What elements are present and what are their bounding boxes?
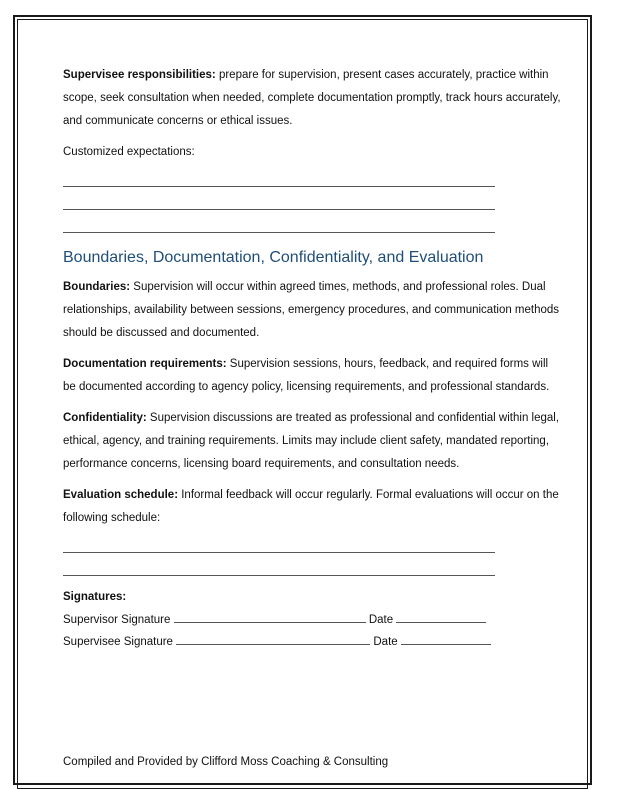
section-heading: Boundaries, Documentation, Confidentiality, and Evaluation: [63, 249, 484, 266]
boundaries-text: Supervision will occur within agreed times, methods, and professional roles. Dual relationships, availability between sessions, emergency procedures, and communication methods should be discussed and documented.: [63, 281, 560, 339]
documentation-label: Documentation requirements:: [63, 358, 227, 370]
supervisee-signature-label: Supervisee Signature: [63, 636, 173, 648]
blank-line[interactable]: [63, 553, 495, 576]
blank-line[interactable]: [63, 530, 495, 553]
evaluation-text: Informal feedback will occur regularly. Formal evaluations will occur on the following schedule:: [63, 489, 559, 524]
confidentiality-label: Confidentiality:: [63, 412, 147, 424]
supervisee-signature-field[interactable]: [176, 632, 370, 645]
supervisor-date-label: Date: [368, 614, 394, 626]
documentation-text: Supervision sessions, hours, feedback, and required forms will be documented according to agency policy, licensing requirements, and professional standards.: [63, 358, 550, 393]
boundaries-label: Boundaries:: [63, 281, 131, 293]
supervisor-signature-field[interactable]: [174, 610, 366, 623]
confidentiality-paragraph: [63, 407, 563, 476]
signatures-heading: Signatures:: [63, 591, 127, 603]
footer-credit: Compiled and Provided by Clifford Moss Coaching & Consulting: [63, 756, 389, 768]
documentation-paragraph: [63, 353, 563, 399]
blank-line[interactable]: [63, 164, 495, 187]
supervisor-signature-row: [63, 609, 563, 632]
supervisee-responsibilities: [63, 64, 563, 133]
confidentiality-text: Supervision discussions are treated as professional and confidential within legal, ethical, agency, and training requirements. Limits may include client safety, mandated reporting, performance concerns, licensing board requirements, and consultation needs.: [63, 412, 560, 470]
supervisee-date-label: Date: [373, 636, 398, 648]
supervisee-label: Supervisee responsibilities:: [63, 69, 216, 81]
supervisor-signature-label: Supervisor Signature: [63, 614, 171, 626]
blank-line[interactable]: [63, 187, 495, 210]
evaluation-label: Evaluation schedule:: [63, 489, 179, 501]
evaluation-paragraph: [63, 484, 563, 530]
supervisee-text: prepare for supervision, present cases accurately, practice within scope, seek consultation when needed, complete documentation promptly, track hours accurately, and communicate concerns or ethical issues.: [63, 69, 561, 127]
supervisor-date-field[interactable]: [396, 610, 486, 623]
boundaries-paragraph: [63, 276, 563, 345]
document-body: [63, 64, 563, 654]
blank-line[interactable]: [63, 210, 495, 233]
customized-expectations-label: Customized expectations:: [63, 146, 195, 158]
supervisee-date-field[interactable]: [401, 632, 491, 645]
supervisee-signature-row: [63, 631, 563, 654]
